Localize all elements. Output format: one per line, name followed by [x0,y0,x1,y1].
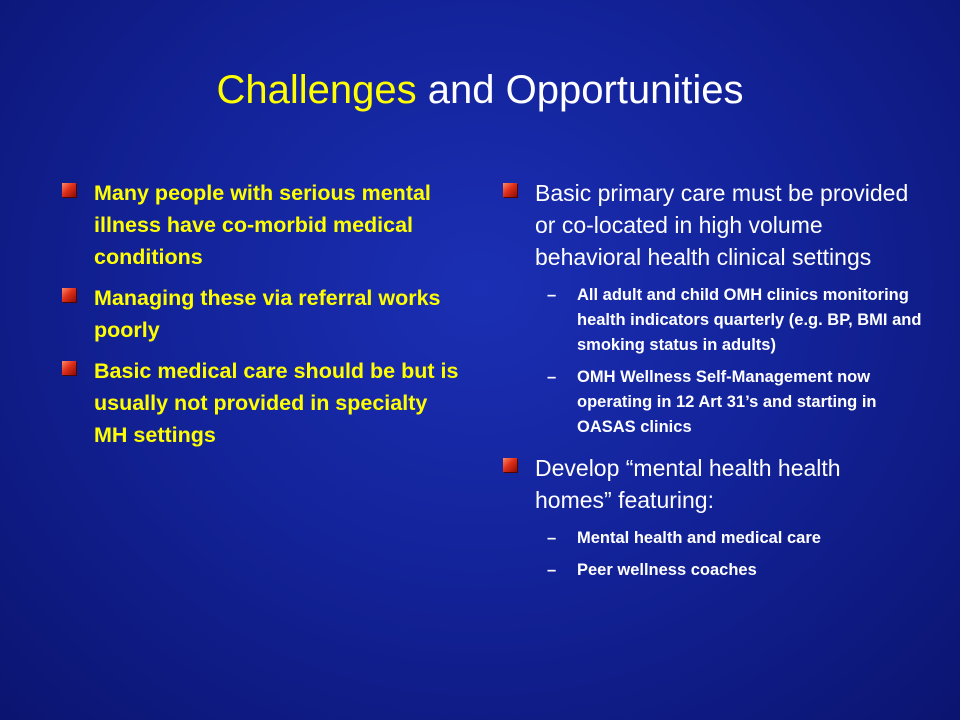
sub-bullet [503,365,923,440]
sub-bullet [503,558,923,583]
right-bullet-text: Basic primary care must be provided or co-located in high volume behavioral health clinical settings [535,180,909,270]
sub-bullet [503,526,923,551]
bullet-square-icon [62,288,76,302]
title-highlight: Challenges [216,68,417,112]
title-rest: and Opportunities [416,68,744,112]
right-bullet-1 [503,177,923,273]
left-column [62,177,462,460]
sub-bullet-text: OMH Wellness Self-Management now operating in 12 Art 31’s and starting in OASAS clinics [577,368,877,436]
bullet-square-icon [62,183,76,197]
left-bullet-3 [62,355,462,451]
right-bullet-text: Develop “mental health health homes” featuring: [535,455,841,513]
left-bullet-text: Basic medical care should be but is usually not provided in specialty MH settings [94,359,459,447]
sub-bullet-group-2 [503,526,923,583]
sub-bullet-text: Peer wellness coaches [577,561,757,579]
left-bullet-text: Many people with serious mental illness have co-morbid medical conditions [94,181,431,269]
dash-marker: – [547,286,557,304]
right-bullet-2 [503,452,923,516]
bullet-square-icon [503,458,517,472]
left-bullet-1 [62,177,462,273]
bullet-square-icon [62,361,76,375]
dash-marker: – [547,561,557,579]
sub-bullet [503,283,923,358]
dash-marker: – [547,368,557,386]
slide-title [0,64,960,116]
sub-bullet-text: Mental health and medical care [577,529,821,547]
bullet-square-icon [503,183,517,197]
left-bullet-2 [62,282,462,346]
dash-marker: – [547,529,557,547]
left-bullet-text: Managing these via referral works poorly [94,286,441,342]
sub-bullet-group-1 [503,283,923,440]
right-column [503,177,923,595]
sub-bullet-text: All adult and child OMH clinics monitoring health indicators quarterly (e.g. BP, BMI and smoking status in adults) [577,286,922,354]
